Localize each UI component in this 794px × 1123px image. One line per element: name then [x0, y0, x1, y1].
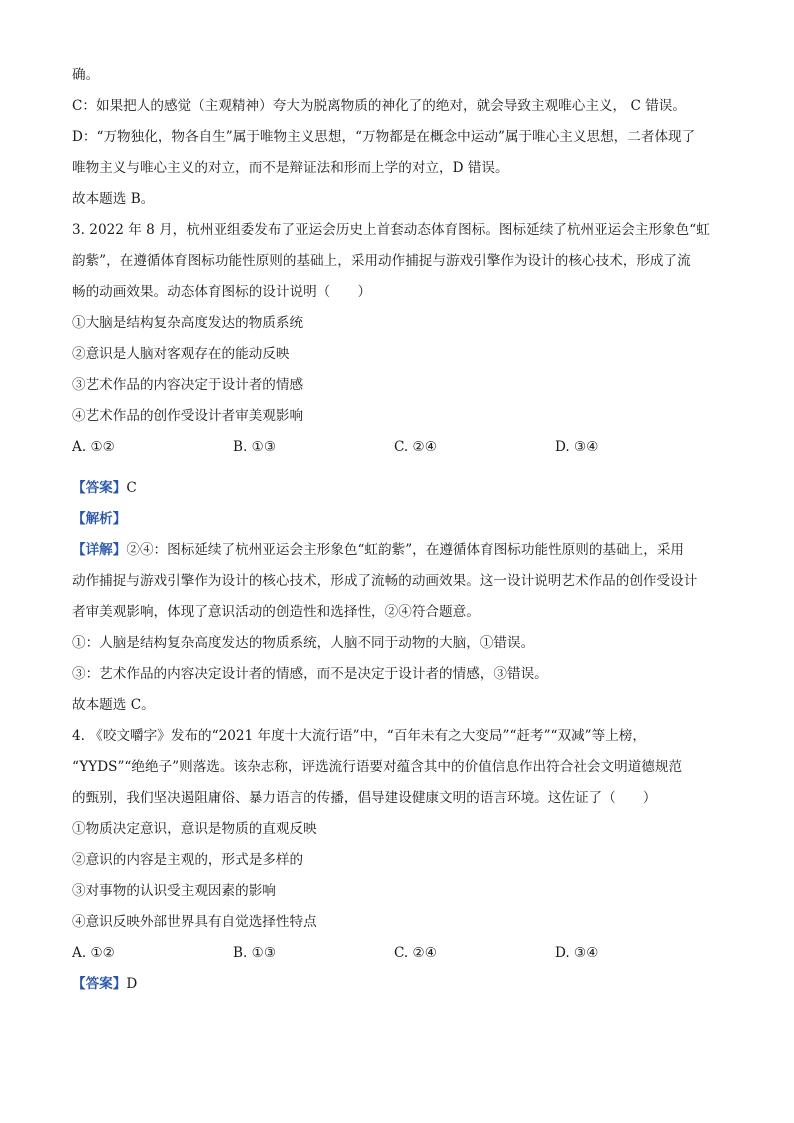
q3-analysis: [72, 504, 732, 535]
answer-tag: 【答案】: [72, 976, 127, 992]
document-page: [72, 60, 732, 1000]
q3-detail-3: 者审美观影响，体现了意识活动的创造性和选择性，②④符合题意。: [72, 604, 480, 620]
prev-option-d-explanation-2: 唯物主义与唯心主义的对立，而不是辩证法和形而上学的对立，D 错误。: [72, 160, 509, 176]
prev-conclusion: 故本题选 B。: [72, 191, 155, 207]
q3-item-4: ④艺术作品的创作受设计者审美观影响: [72, 408, 304, 424]
answer-value: C: [126, 480, 137, 496]
analysis-tag: 【解析】: [72, 511, 127, 527]
q3-item-2: ②意识是人脑对客观存在的能动反映: [72, 346, 290, 362]
q4-stem-1: 4. 《咬文嚼字》发布的“2021 年度十大流行语”中，“百年未有之大变局”“赶考”“双减”等上榜，: [72, 728, 646, 744]
q3-option-d: D. ③④: [555, 439, 599, 455]
q4-item-1: ①物质决定意识，意识是物质的直观反映: [72, 821, 317, 837]
q4-stem-2: “YYDS”“绝绝子”则落选。该杂志称，评选流行语要对蕴含其中的价值信息作出符合社会文明道德规范: [72, 759, 683, 775]
q3-conclusion: 故本题选 C。: [72, 697, 155, 713]
q4-item-4: ④意识反映外部世界具有自觉选择性特点: [72, 914, 317, 930]
q3-stem-2: 韵紫”，在遵循体育图标功能性原则的基础上，采用动作捕捉与游戏引擎作为设计的核心技术，形成了流: [72, 253, 691, 269]
prev-option-d-explanation-1: D：“万物独化，物各自生”属于唯物主义思想，“万物都是在概念中运动”属于唯心主义思想，二者体现了: [72, 129, 696, 145]
q3-explain-1: ①：人脑是结构复杂高度发达的物质系统，人脑不同于动物的大脑，①错误。: [72, 635, 535, 651]
q4-item-3: ③对事物的认识受主观因素的影响: [72, 883, 276, 899]
q3-item-1: ①大脑是结构复杂高度发达的物质系统: [72, 315, 304, 331]
q3-stem-1: 3. 2022 年 8 月，杭州亚组委发布了亚运会历史上首套动态体育图标。图标延续了杭州亚运会主形象色“虹: [72, 222, 710, 238]
q4-item-2: ②意识的内容是主观的，形式是多样的: [72, 852, 304, 868]
q3-detail-1: 【详解】②④：图标延续了杭州亚运会主形象色“虹韵紫”，在遵循体育图标功能性原则的基础上，采用: [72, 542, 685, 558]
q4-option-a: A. ①②: [72, 945, 115, 961]
q3-option-a: A. ①②: [72, 439, 115, 455]
q3-explain-3: ③：艺术作品的内容决定设计者的情感，而不是决定于设计者的情感，③错误。: [72, 666, 548, 682]
q3-item-3: ③艺术作品的内容决定于设计者的情感: [72, 377, 304, 393]
q4-option-c: C. ②④: [394, 945, 437, 961]
answer-tag: 【答案】: [72, 480, 127, 496]
q3-stem-3: 畅的动画效果。动态体育图标的设计说明（ ）: [72, 284, 372, 300]
q4-answer: [72, 969, 732, 1000]
q3-detail-2: 动作捕捉与游戏引擎作为设计的核心技术，形成了流畅的动画效果。这一设计说明艺术作品的创作受设计: [72, 573, 698, 589]
answer-value: D: [126, 976, 138, 992]
q4-options: [72, 938, 732, 969]
q3-option-b: B. ①③: [233, 439, 277, 455]
q3-option-c: C. ②④: [394, 439, 437, 455]
q4-option-d: D. ③④: [555, 945, 599, 961]
q3-answer: [72, 473, 732, 504]
q4-stem-3: 的甄别，我们坚决遏阻庸俗、暴力语言的传播，倡导建设健康文明的语言环境。这佐证了（ ）: [72, 790, 657, 806]
prev-option-c-explanation: C：如果把人的感觉（主观精神）夸大为脱离物质的神化了的绝对，就会导致主观唯心主义， C 错误。: [72, 98, 686, 114]
prev-tail: 确。: [72, 67, 100, 83]
detail-tag: 【详解】: [72, 542, 127, 558]
q4-option-b: B. ①③: [233, 945, 277, 961]
q3-options: [72, 432, 732, 463]
